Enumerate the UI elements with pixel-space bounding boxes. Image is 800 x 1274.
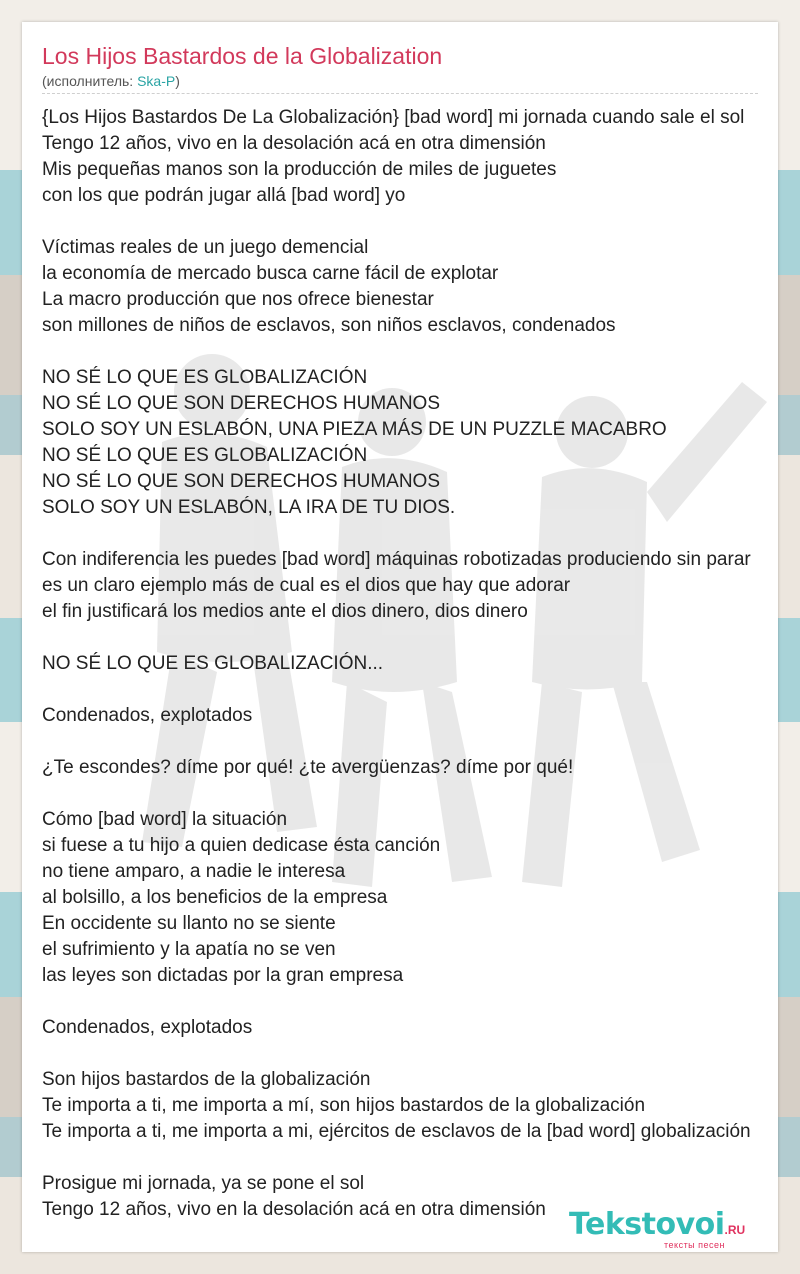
lyric-line: la economía de mercado busca carne fácil de explotar (42, 263, 499, 284)
lyric-line: Son hijos bastardos de la globalización (42, 1069, 371, 1090)
lyric-line: ¿Te escondes? díme por qué! ¿te avergüenzas? díme por qué! (42, 757, 574, 778)
artist-suffix: ) (175, 73, 180, 89)
lyric-line: Prosigue mi jornada, ya se pone el sol (42, 1173, 365, 1194)
lyric-blank-line (42, 1145, 800, 1171)
lyric-line: SOLO SOY UN ESLABÓN, LA IRA DE TU DIOS. (42, 497, 456, 518)
lyric-line: las leyes son dictadas por la gran empresa (42, 965, 404, 986)
lyric-line: Tengo 12 años, vivo en la desolación acá en otra dimensión (42, 133, 546, 154)
lyric-blank-line (42, 677, 800, 703)
lyric-line: con los que podrán jugar allá [bad word] yo (42, 185, 406, 206)
lyric-line: Víctimas reales de un juego demencial (42, 237, 369, 258)
lyric-line: NO SÉ LO QUE ES GLOBALIZACIÓN... (42, 653, 384, 674)
lyric-blank-line (42, 729, 800, 755)
lyric-line: si fuese a tu hijo a quien dedicase ésta canción (42, 835, 441, 856)
song-header (42, 42, 758, 94)
lyric-blank-line (42, 339, 800, 365)
lyric-line: el sufrimiento y la apatía no se ven (42, 939, 336, 960)
artist-line (42, 70, 758, 92)
lyric-line: Condenados, explotados (42, 1017, 253, 1038)
lyric-line: al bolsillo, a los beneficios de la empresa (42, 887, 388, 908)
lyric-blank-line (42, 781, 800, 807)
lyric-line: Tengo 12 años, vivo en la desolación acá en otra dimensión (42, 1199, 546, 1220)
lyric-blank-line (42, 625, 800, 651)
lyric-line: Con indiferencia les puedes [bad word] máquinas robotizadas produciendo sin parar (42, 549, 751, 570)
lyric-line: Te importa a ti, me importa a mi, ejércitos de esclavos de la [bad word] globalización (42, 1121, 751, 1142)
lyric-line: En occidente su llanto no se siente (42, 913, 336, 934)
lyric-blank-line (42, 521, 800, 547)
lyric-line: SOLO SOY UN ESLABÓN, UNA PIEZA MÁS DE UN PUZZLE MACABRO (42, 419, 667, 440)
lyric-line: son millones de niños de esclavos, son niños esclavos, condenados (42, 315, 616, 336)
lyric-line: es un claro ejemplo más de cual es el dios que hay que adorar (42, 575, 571, 596)
lyric-line: NO SÉ LO QUE ES GLOBALIZACIÓN (42, 367, 368, 388)
lyrics-card (22, 22, 778, 1252)
artist-prefix: (исполнитель: (42, 73, 138, 89)
lyrics-body (42, 105, 800, 1223)
lyric-line: La macro producción que nos ofrece bienestar (42, 289, 434, 310)
lyric-blank-line (42, 989, 800, 1015)
logo-tld: .RU (724, 1223, 746, 1237)
song-title: Los Hijos Bastardos de la Globalization (42, 43, 443, 69)
lyric-line: NO SÉ LO QUE ES GLOBALIZACIÓN (42, 445, 368, 466)
tekstovoi-logo[interactable] (569, 1209, 779, 1249)
lyric-line: el fin justificará los medios ante el dios dinero, dios dinero (42, 601, 528, 622)
lyric-line: Condenados, explotados (42, 705, 253, 726)
lyric-line: no tiene amparo, a nadie le interesa (42, 861, 346, 882)
lyric-blank-line (42, 209, 800, 235)
lyric-line: NO SÉ LO QUE SON DERECHOS HUMANOS (42, 471, 441, 492)
lyric-line: Mis pequeñas manos son la producción de miles de juguetes (42, 159, 557, 180)
lyric-line: NO SÉ LO QUE SON DERECHOS HUMANOS (42, 393, 441, 414)
lyric-line: Cómo [bad word] la situación (42, 809, 288, 830)
logo-name: Tekstovoi (569, 1207, 725, 1242)
logo-tagline: тексты песен (664, 1240, 726, 1250)
lyric-blank-line (42, 1041, 800, 1067)
artist-link[interactable]: Ska-P (137, 73, 176, 89)
lyric-line: Te importa a ti, me importa a mí, son hijos bastardos de la globalización (42, 1095, 646, 1116)
lyric-line: {Los Hijos Bastardos De La Globalización} [bad word] mi jornada cuando sale el sol (42, 107, 745, 128)
